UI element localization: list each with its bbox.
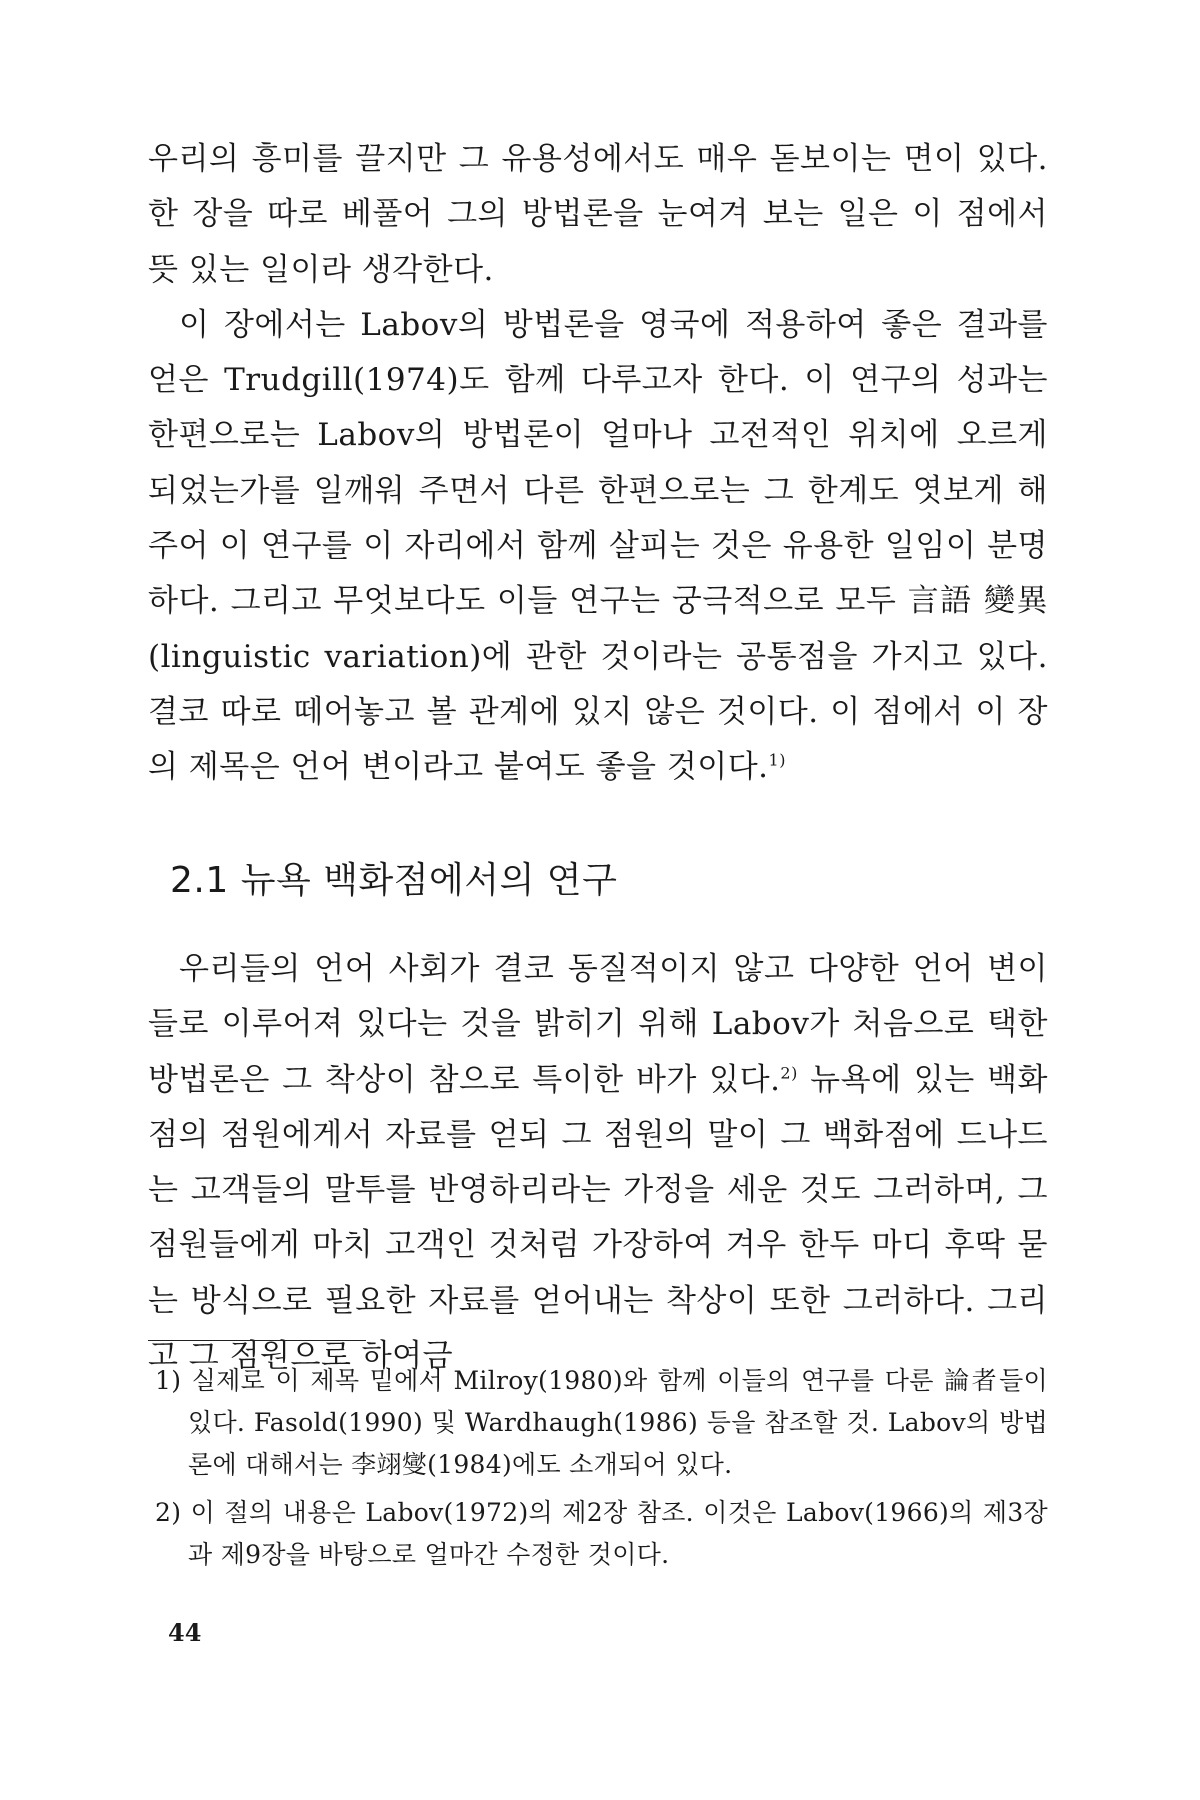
intro-paragraph-text: 이 장에서는 Labov의 방법론을 영국에 적용하여 좋은 결과를 얻은 Trudgill(1974)도 함께 다루고자 한다. 이 연구의 성과는 한편으로는 Labov의 방법론이 얼마나 고전적인 위치에 오르게 되었는가를 일깨워 주면서 다른 한편으로는 그 한계도 엿보게 해주어 이 연구를 이 자리에서 함께 살피는 것은 유용한 일임이 분명하다. 그리고 무엇보다도 이들 연구는 궁극적으로 모두 言語 變異(linguistic variation)에 관한 것이라는 공통점을 가지고 있다. 결코 따로 떼어놓고 볼 관계에 있지 않은 것이다. 이 점에서 이 장의 제목은 언어 변이라고 붙여도 좋을 것이다. xyxy=(148,306,1048,786)
section-paragraph xyxy=(148,942,1048,1384)
footnote-ref-1[interactable]: 1) xyxy=(768,750,786,770)
intro-paragraph-labov-trudgill xyxy=(148,298,1048,796)
section-heading: 2.1 뉴욕 백화점에서의 연구 xyxy=(170,860,618,901)
footnote-ref-2[interactable]: 2) xyxy=(780,1063,798,1083)
section-body xyxy=(148,942,1048,1384)
page-number: 44 xyxy=(168,1618,202,1647)
intro-paragraph-continued: 우리의 흥미를 끌지만 그 유용성에서도 매우 돋보이는 면이 있다. 한 장을 따로 베풀어 그의 방법론을 눈여겨 보는 일은 이 점에서 뜻 있는 일이라 생각한다. xyxy=(148,141,1048,288)
footnote-2: 2) 이 절의 내용은 Labov(1972)의 제2장 참조. 이것은 Labov(1966)의 제3장과 제9장을 바탕으로 얼마간 수정한 것이다. xyxy=(155,1498,1048,1569)
footnotes xyxy=(148,1360,1048,1582)
section-paragraph-text-a: 우리들의 언어 사회가 결코 동질적이지 않고 다양한 언어 변이들로 이루어져 있다는 것을 밝히기 위해 Labov가 처음으로 택한 방법론은 그 착상이 참으로 특이한 바가 있다. xyxy=(148,951,1048,1098)
footnote-divider xyxy=(148,1340,366,1341)
book-page xyxy=(148,132,1048,1569)
footnote-1: 1) 실제로 이 제목 밑에서 Milroy(1980)와 함께 이들의 연구를 다룬 論者들이 있다. Fasold(1990) 및 Wardhaugh(1986) 등을 참조할 것. Labov의 방법론에 대해서는 李翊燮(1984)에도 소개되어 있다. xyxy=(155,1366,1048,1479)
section-paragraph-text-b: 뉴욕에 있는 백화점의 점원에게서 자료를 얻되 그 점원의 말이 그 백화점에 드나드는 고객들의 말투를 반영하리라는 가정을 세운 것도 그러하며, 그 점원들에게 마치 고객인 것처럼 가장하여 겨우 한두 마디 후딱 묻는 방식으로 필요한 자료를 얻어내는 착상이 또한 그러하다. 그리고 그 점원으로 하여금 xyxy=(148,1061,1048,1375)
